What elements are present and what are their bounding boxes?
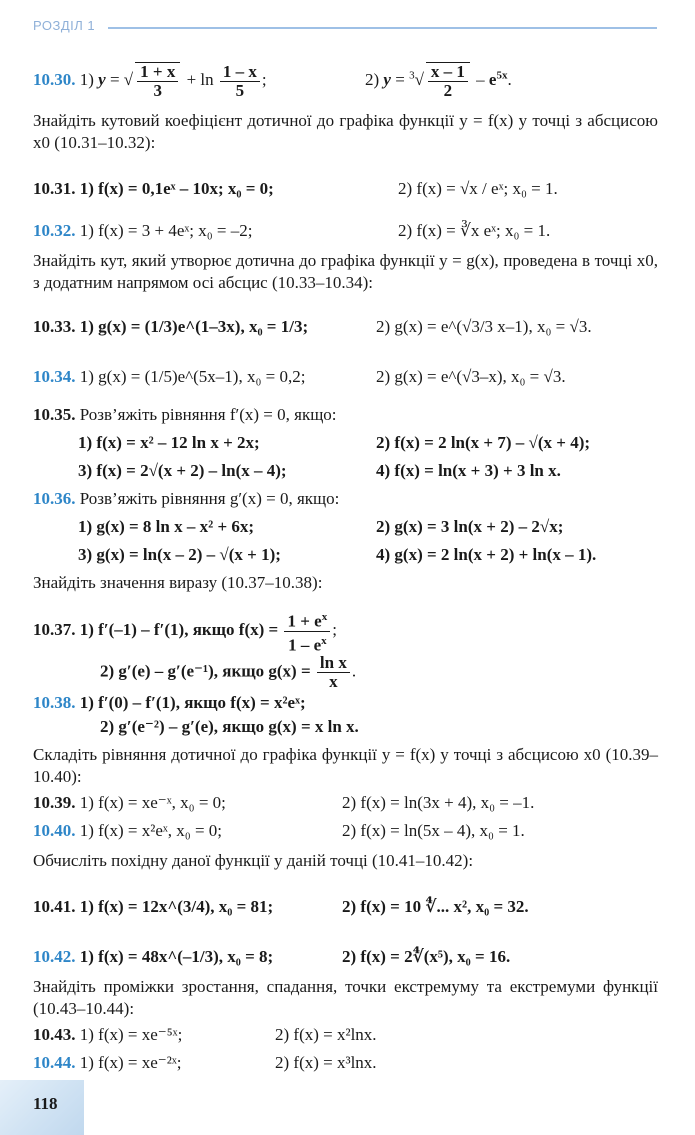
exercise-number: 10.39.	[33, 793, 76, 812]
exercise-10-32-part2: 2) f(x) = ∛x eˣ; x₀ = 1.	[398, 221, 551, 240]
exercise-10-37: 10.37. 1) f′(–1) – f′(1), якщо f(x) = $\frac{1 + e^x}{1 - e^x}$ ;	[33, 608, 337, 654]
item-4: 4) g(x) = 2 ln(x + 2) + ln(x – 1).	[376, 545, 597, 564]
exercise-number: 10.32.	[33, 221, 76, 240]
part-1: 1) g(x) = (1/3)e^(1–3x), x₀ = 1/3;	[79, 317, 309, 336]
exercise-10-30: 10.30. 1) y = √ $\frac{1 + x}{3}$ + ln $\frac{1 - x}{5}$ ;	[33, 61, 267, 100]
exercise-10-42	[33, 946, 273, 968]
exercise-10-35	[33, 404, 337, 426]
part-1: 1) f(x) = 48x^(–1/3), x₀ = 8;	[79, 947, 274, 966]
part-1: 1) f′(0) – f′(1), якщо f(x) = x²eˣ;	[79, 693, 306, 712]
exercise-number: 10.41.	[33, 897, 76, 916]
header-rule	[108, 27, 657, 29]
part-label: 2)	[365, 69, 380, 89]
exercise-10-33	[33, 316, 308, 338]
exercise-10-38	[33, 692, 306, 714]
exercise-number: 10.40.	[33, 821, 76, 840]
exercise-text: Розв’яжіть рівняння f′(x) = 0, якщо:	[79, 405, 337, 424]
exercise-10-44	[33, 1052, 181, 1074]
exercise-10-43-part2: 2) f(x) = x²lnx.	[275, 1025, 377, 1044]
item-2: 2) g(x) = 3 ln(x + 2) – 2√x;	[376, 517, 564, 536]
exercise-10-34	[33, 366, 305, 388]
part-label: 1)	[79, 69, 94, 89]
part-1: 1) f′(–1) – f′(1), якщо	[79, 620, 235, 640]
task-10-41: Обчисліть похідну даної функції у даній точці (10.41–10.42):	[33, 851, 474, 870]
item-1: 1) g(x) = 8 ln x – x² + 6x;	[78, 517, 255, 536]
part-1: 1) f(x) = 12x^(3/4), x₀ = 81;	[79, 897, 274, 916]
exercise-number: 10.35.	[33, 405, 76, 424]
exercise-10-32	[33, 220, 253, 242]
exercise-10-34-part2: 2) g(x) = e^(√3–x), x₀ = √3.	[376, 367, 566, 386]
task-10-33: Знайдіть кут, який утворює дотична до графіка функції y = g(x), проведена в точці x0, з додатним напрямом осі абсцис (10.33–10.34):	[33, 251, 658, 292]
exercise-10-39	[33, 792, 226, 814]
exercise-10-44-part2: 2) f(x) = x³lnx.	[275, 1053, 377, 1072]
exercise-number: 10.30.	[33, 69, 76, 89]
exercise-10-41-part2: 2) f(x) = 10 ∜... x², x₀ = 32.	[342, 897, 529, 916]
exercise-10-38-part2: 2) g′(e⁻²) – g′(e), якщо g(x) = x ln x.	[100, 717, 359, 736]
task-10-37: Знайдіть значення виразу (10.37–10.38):	[33, 573, 323, 592]
item-4: 4) f(x) = ln(x + 3) + 3 ln x.	[376, 461, 561, 480]
exercise-text: Розв’яжіть рівняння g′(x) = 0, якщо:	[79, 489, 340, 508]
part-1: 1) g(x) = (1/5)e^(5x–1), x₀ = 0,2;	[79, 367, 306, 386]
part-1: 1) f(x) = 3 + 4eˣ; x₀ = –2;	[79, 221, 253, 240]
exercise-10-40-part2: 2) f(x) = ln(5x – 4), x₀ = 1.	[342, 821, 525, 840]
exercise-10-43	[33, 1024, 182, 1046]
task-10-39: Складіть рівняння дотичної до графіка функції y = f(x) у точці з абсцисою x0 (10.39–10.40):	[33, 745, 658, 786]
part-1: 1) f(x) = 0,1eˣ – 10x; x₀ = 0;	[79, 179, 274, 198]
exercise-number: 10.44.	[33, 1053, 76, 1072]
section-header: РОЗДІЛ 1	[33, 18, 96, 33]
exercise-10-31	[33, 178, 274, 200]
exercise-10-37-part2: 2) g′(e) – g′(e⁻¹), якщо g(x) = $\frac{\text{ln x}}{x}$ .	[100, 653, 357, 691]
task-10-31: Знайдіть кутовий коефіцієнт дотичної до графіка функції y = f(x) у точці з абсцисою x0 (10.31–10.32):	[33, 111, 658, 152]
exercise-number: 10.37.	[33, 620, 76, 640]
exercise-10-39-part2: 2) f(x) = ln(3x + 4), x₀ = –1.	[342, 793, 535, 812]
exercise-10-31-part2: 2) f(x) = √x / eˣ; x₀ = 1.	[398, 179, 558, 198]
part-1: 1) f(x) = xe⁻⁵ˣ;	[79, 1025, 183, 1044]
exercise-number: 10.34.	[33, 367, 76, 386]
item-1: 1) f(x) = x² – 12 ln x + 2x;	[78, 433, 260, 452]
exercise-number: 10.33.	[33, 317, 76, 336]
page-number: 118	[33, 1094, 58, 1113]
exercise-number: 10.38.	[33, 693, 76, 712]
part-1: 1) f(x) = xe⁻²ˣ;	[79, 1053, 182, 1072]
exercise-10-41	[33, 896, 273, 918]
exercise-10-30-part2: 2) y = $^3$√ $\frac{x - 1}{2}$ – $e^{5x}$.	[365, 62, 512, 100]
exercise-number: 10.43.	[33, 1025, 76, 1044]
exercise-10-42-part2: 2) f(x) = 2∜(x⁵), x₀ = 16.	[342, 947, 511, 966]
exercise-number: 10.36.	[33, 489, 76, 508]
item-3: 3) f(x) = 2√(x + 2) – ln(x – 4);	[78, 461, 287, 480]
item-3: 3) g(x) = ln(x – 2) – √(x + 1);	[78, 545, 281, 564]
item-2: 2) f(x) = 2 ln(x + 7) – √(x + 4);	[376, 433, 591, 452]
task-10-43: Знайдіть проміжки зростання, спадання, точки екстремуму та екстремуми функції (10.43–10.44):	[33, 977, 658, 1018]
exercise-10-40	[33, 820, 222, 842]
exercise-number: 10.31.	[33, 179, 76, 198]
exercise-number: 10.42.	[33, 947, 76, 966]
part-1: 1) f(x) = xe⁻ˣ, x₀ = 0;	[79, 793, 226, 812]
exercise-10-36	[33, 488, 339, 510]
exercise-10-33-part2: 2) g(x) = e^(√3/3 x–1), x₀ = √3.	[376, 317, 592, 336]
part-1: 1) f(x) = x²eˣ, x₀ = 0;	[79, 821, 223, 840]
part-2: 2) g′(e) – g′(e⁻¹), якщо	[100, 661, 265, 681]
